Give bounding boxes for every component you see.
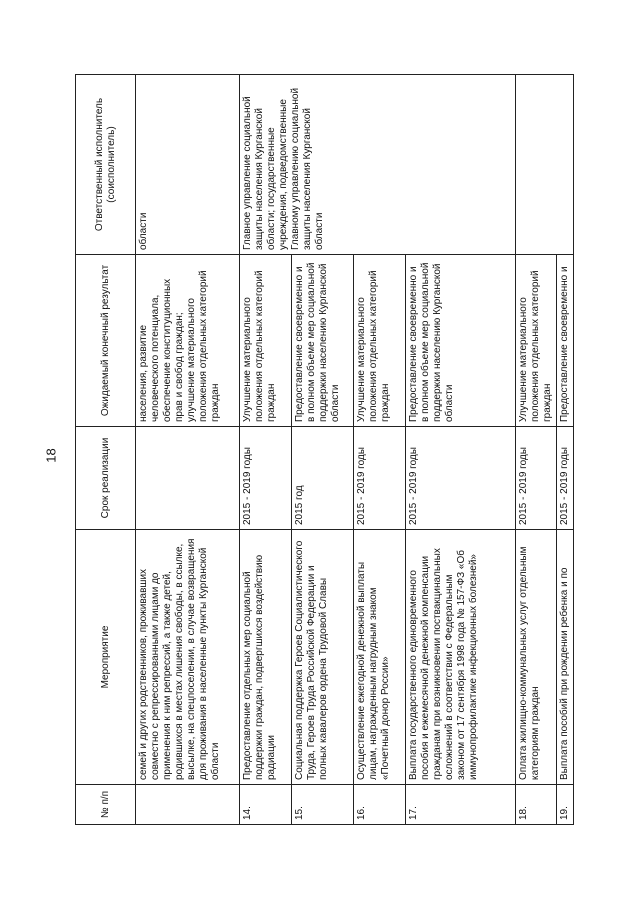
cell-executor: области (136, 75, 240, 255)
page-number: 18 (43, 448, 59, 463)
header-num: № п/п (76, 785, 136, 825)
cell-term: 2015 - 2019 годы (516, 427, 557, 530)
cell-result: Улучшение материального положения отдельных категорий граждан (354, 255, 406, 427)
cell-result: Улучшение материального положения отдельных категорий граждан (516, 255, 557, 427)
table-row (240, 75, 292, 825)
cell-event: Осуществление ежегодной денежной выплаты лицам, награжденным нагрудным знаком «Почетный донор России» (354, 530, 406, 785)
cell-term: 2015 - 2019 годы (240, 427, 292, 530)
cell-result: населения, развитие человеческого потенциала, обеспечение конституционных прав и свобод граждан; улучшение материального положения отдельных категорий граждан (136, 255, 240, 427)
rotated-table-page (75, 75, 570, 825)
cell-event: Предоставление отдельных мер социальной поддержки граждан, подвергшихся воздействию радиации (240, 530, 292, 785)
cell-term: 2015 - 2019 годы (557, 427, 574, 530)
cell-result: Предоставление своевременно и (557, 255, 574, 427)
cell-event: Социальная поддержка Героев Социалистического Труда, Героев Труда Российской Федерации и полных кавалеров ордена Трудовой Славы (292, 530, 354, 785)
cell-event: семей и других родственников, проживавших совместно с репрессированными лицами до применения к ним репрессий, а также детей, родившихся в местах лишения свободы, в ссылке, высылке, на спецпоселении, в случае возвращения для проживания в населенные пункты Курганской области (136, 530, 240, 785)
cell-executor: Главное управление социальной защиты населения Курганской области; государственные учреждения, подведомственные Главному управлению социальной защиты населения Курганской области (240, 75, 516, 255)
cell-result: Предоставление своевременно и в полном объеме мер социальной поддержки населению Курганской области (292, 255, 354, 427)
header-executor: Ответственный исполнитель (соисполнитель) (76, 75, 136, 255)
cell-num: 17. (406, 785, 516, 825)
cell-num: 14. (240, 785, 292, 825)
cell-num: 16. (354, 785, 406, 825)
header-term: Срок реализации (76, 427, 136, 530)
cell-num (136, 785, 240, 825)
header-event: Мероприятие (76, 530, 136, 785)
cell-event: Оплата жилищно-коммунальных услуг отдельным категориям граждан (516, 530, 557, 785)
cell-executor (516, 75, 574, 255)
cell-event: Выплата государственного единовременного пособия и ежемесячной денежной компенсации гражданам при возникновении поствакцинальных осложнений в соответствии с Федеральным законом от 17 сентября 1998 года № 157-ФЗ «Об иммунопрофилактике инфекционных болезней» (406, 530, 516, 785)
cell-result: Улучшение материального положения отдельных категорий граждан (240, 255, 292, 427)
cell-term: 2015 - 2019 годы (354, 427, 406, 530)
table-row (516, 75, 557, 825)
cell-num: 15. (292, 785, 354, 825)
table-row-continued (136, 75, 240, 825)
cell-term (136, 427, 240, 530)
cell-num: 18. (516, 785, 557, 825)
measures-table (75, 74, 574, 825)
cell-term: 2015 - 2019 годы (406, 427, 516, 530)
header-result: Ожидаемый конечный результат (76, 255, 136, 427)
cell-term: 2015 год (292, 427, 354, 530)
cell-num: 19. (557, 785, 574, 825)
cell-event: Выплата пособий при рождении ребенка и по (557, 530, 574, 785)
table-header-row (76, 75, 136, 825)
cell-result: Предоставление своевременно и в полном объеме мер социальной поддержки населению Курганской области (406, 255, 516, 427)
